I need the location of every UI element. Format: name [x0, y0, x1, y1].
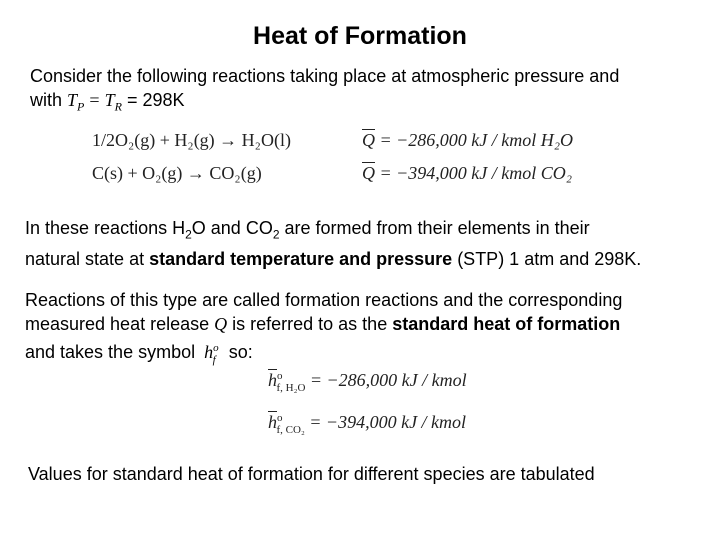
- heat-of-formation-symbol: $h^o_f$: [204, 342, 219, 366]
- reaction-heat-2: $\overline{Q} = -394,000$ kJ / kmol CO₂: [362, 163, 573, 183]
- reaction-equation-1: 1/2O₂(g) + H₂(g) → H₂O(l): [92, 130, 291, 150]
- reaction-equation-2: C(s) + O₂(g) → CO₂(g): [92, 163, 262, 183]
- definition-paragraph: [25, 288, 622, 372]
- formation-line-1: In these reactions $H_2O$ and $CO_2$ are formed from their elements in their: [25, 218, 590, 242]
- formation-value-co2: $\overline{h}^o_{f, CO_2} = -394,000$ kJ / kmol: [268, 412, 467, 436]
- intro-line-2: with $T_P = T_R = 298K$: [30, 90, 185, 114]
- page-title: Heat of Formation: [253, 22, 467, 50]
- tp-symbol: $T_P$: [67, 90, 85, 114]
- definition-line-2: measured heat release Q is referred to as the standard heat of formation: [25, 314, 621, 334]
- definition-line-3: and takes the symbol $h^o_f$ so:: [25, 336, 622, 372]
- reaction-heat-1: $\overline{Q} = -286,000$ kJ / kmol H₂O: [362, 130, 574, 150]
- tr-symbol: $T_R$: [104, 90, 122, 114]
- formation-line-2: natural state at standard temperature and pressure (STP) 1 atm and 298K.: [25, 248, 642, 269]
- intro-line-1: Consider the following reactions taking place at atmospheric pressure and: [30, 66, 620, 86]
- formation-value-h2o: $\overline{h}^o_{f, H_2O} = -286,000$ kJ / kmol: [268, 370, 467, 394]
- tabulated-note: Values for standard heat of formation for different species are tabulated: [28, 464, 595, 484]
- intro-paragraph: [30, 64, 619, 119]
- q-symbol: Q: [214, 314, 228, 334]
- formation-paragraph: [25, 216, 641, 271]
- definition-line-1: Reactions of this type are called formation reactions and the corresponding: [25, 290, 623, 310]
